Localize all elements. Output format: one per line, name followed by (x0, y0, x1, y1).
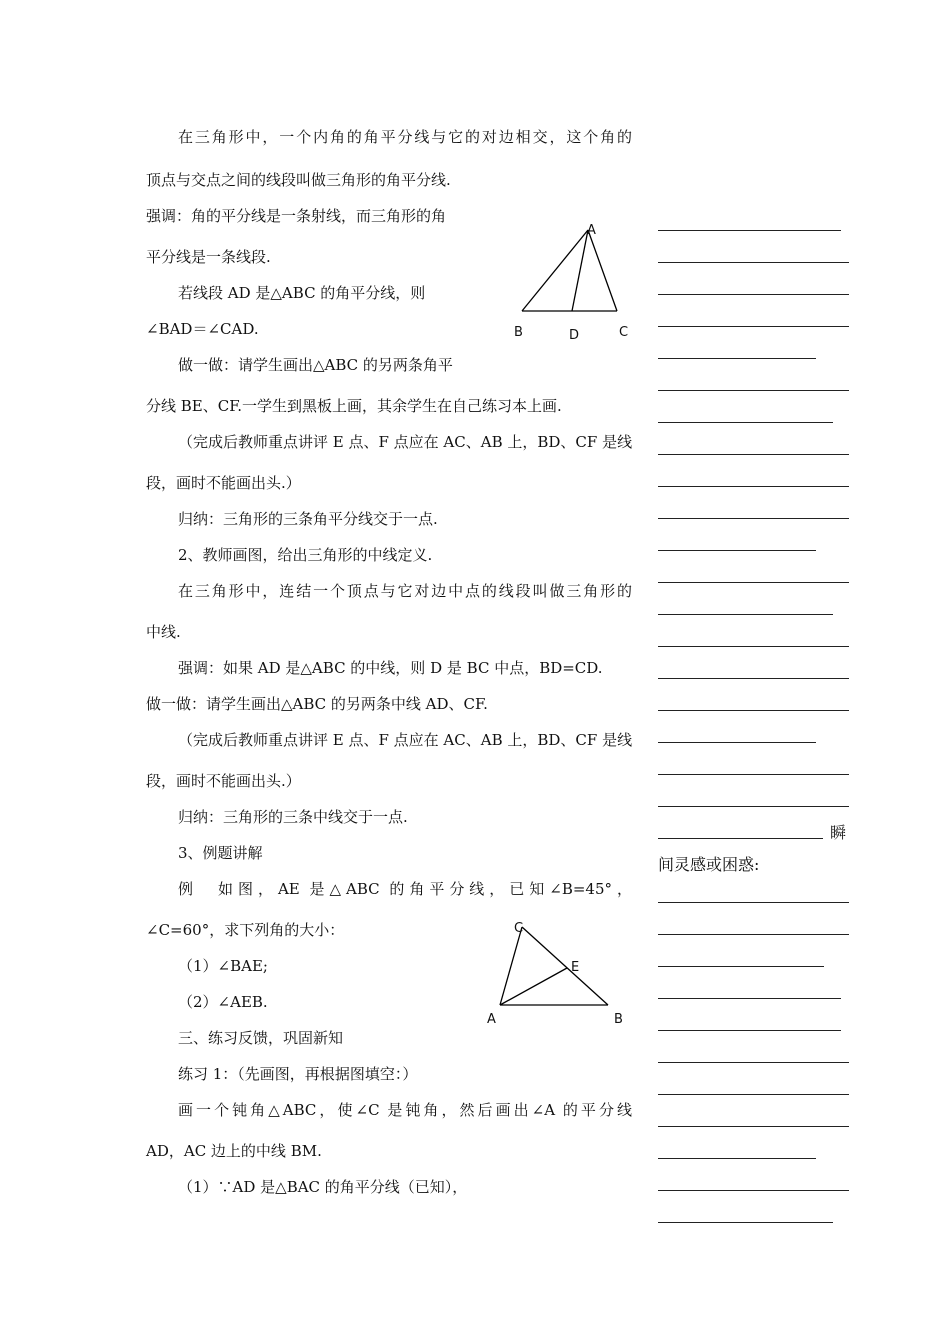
note-line (658, 230, 841, 231)
note-line (658, 454, 849, 455)
vertex-label-b: B (614, 1012, 623, 1027)
paragraph-line: 例 如图，AE 是△ABC 的角平分线，已知∠B=45°， (178, 880, 632, 898)
note-line (658, 1158, 816, 1159)
note-line (658, 806, 849, 807)
note-line (658, 582, 849, 583)
paragraph-line: 3、例题讲解 (178, 844, 263, 862)
note-heading: 间灵感或困惑: (658, 855, 760, 874)
paragraph-line: 归纳：三角形的三条中线交于一点. (178, 808, 408, 826)
note-line (658, 934, 849, 935)
paragraph-line: 做一做：请学生画出△ABC 的另两条中线 AD、CF. (146, 695, 488, 713)
paragraph-line: 在三角形中，一个内角的角平分线与它的对边相交，这个角的 (178, 128, 632, 146)
paragraph-line: （完成后教师重点讲评 E 点、F 点应在 AC、AB 上，BD、CF 是线 (178, 731, 633, 749)
paragraph-line: 画一个钝角△ABC，使∠C 是钝角，然后画出∠A 的平分线 (178, 1101, 632, 1119)
side-ac (500, 927, 522, 1005)
paragraph-line: 2、教师画图，给出三角形的中线定义. (178, 546, 433, 564)
note-line (658, 646, 849, 647)
note-line (658, 550, 816, 551)
vertex-label-c: C (514, 921, 524, 936)
paragraph-line: （完成后教师重点讲评 E 点、F 点应在 AC、AB 上，BD、CF 是线 (178, 433, 633, 451)
side-ac (588, 230, 617, 311)
note-line (658, 1030, 841, 1031)
note-line (658, 774, 849, 775)
paragraph-line: （1）∠BAE; (178, 957, 268, 975)
paragraph-line: （1）∵AD 是△BAC 的角平分线（已知）， (178, 1178, 468, 1196)
note-line (658, 998, 841, 999)
note-line (658, 294, 849, 295)
paragraph-line: 段，画时不能画出头.） (146, 474, 301, 492)
point-label-e: E (571, 960, 580, 975)
note-line (658, 262, 849, 263)
paragraph-line: AD，AC 边上的中线 BM. (146, 1142, 322, 1160)
note-line (658, 902, 849, 903)
paragraph-line: 平分线是一条线段. (146, 248, 271, 266)
note-heading-char: 瞬 (830, 823, 847, 842)
note-line (658, 710, 849, 711)
paragraph-line: 顶点与交点之间的线段叫做三角形的角平分线. (146, 171, 451, 189)
point-label-d: D (569, 328, 580, 343)
vertex-label-a: A (587, 223, 596, 238)
note-line (658, 1126, 849, 1127)
note-line (658, 1094, 849, 1095)
paragraph-line: 强调：角的平分线是一条射线，而三角形的角 (146, 207, 447, 225)
segment-ae (500, 968, 567, 1005)
note-line (658, 1062, 849, 1063)
note-line (658, 742, 816, 743)
note-line (658, 326, 849, 327)
segment-ad (572, 230, 588, 311)
vertex-label-a: A (487, 1012, 496, 1027)
paragraph-line: 分线 BE、CF.一学生到黑板上画，其余学生在自己练习本上画. (146, 397, 562, 415)
vertex-label-b: B (514, 325, 523, 340)
vertex-label-c: C (619, 325, 629, 340)
note-line (658, 390, 849, 391)
note-line (658, 486, 849, 487)
note-line (658, 422, 833, 423)
paragraph-line: 段，画时不能画出头.） (146, 772, 301, 790)
side-ab (522, 230, 588, 311)
paragraph-line: 在三角形中，连结一个顶点与它对边中点的线段叫做三角形的 (178, 582, 632, 600)
paragraph-line: 强调：如果 AD 是△ABC 的中线，则 D 是 BC 中点，BD=CD. (178, 659, 603, 677)
paragraph-line: 做一做：请学生画出△ABC 的另两条角平 (178, 356, 453, 374)
paragraph-line: 归纳：三角形的三条角平分线交于一点. (178, 510, 438, 528)
paragraph-line: 若线段 AD 是△ABC 的角平分线，则 (178, 284, 426, 302)
paragraph-line: 练习 1：（先画图，再根据图填空：） (178, 1065, 418, 1083)
paragraph-line: （2）∠AEB. (178, 993, 268, 1011)
note-line (658, 1222, 833, 1223)
paragraph-line: ∠C=60°，求下列角的大小： (146, 921, 345, 939)
side-cb (522, 927, 608, 1005)
note-line (658, 518, 849, 519)
note-line (658, 358, 816, 359)
note-line (658, 614, 833, 615)
paragraph-line: 三、练习反馈，巩固新知 (178, 1029, 344, 1047)
note-line (658, 1190, 849, 1191)
paragraph-line: ∠BAD＝∠CAD. (146, 320, 259, 338)
paragraph-line: 中线. (146, 623, 181, 641)
note-line (658, 678, 849, 679)
note-line (658, 838, 823, 839)
note-line (658, 966, 824, 967)
